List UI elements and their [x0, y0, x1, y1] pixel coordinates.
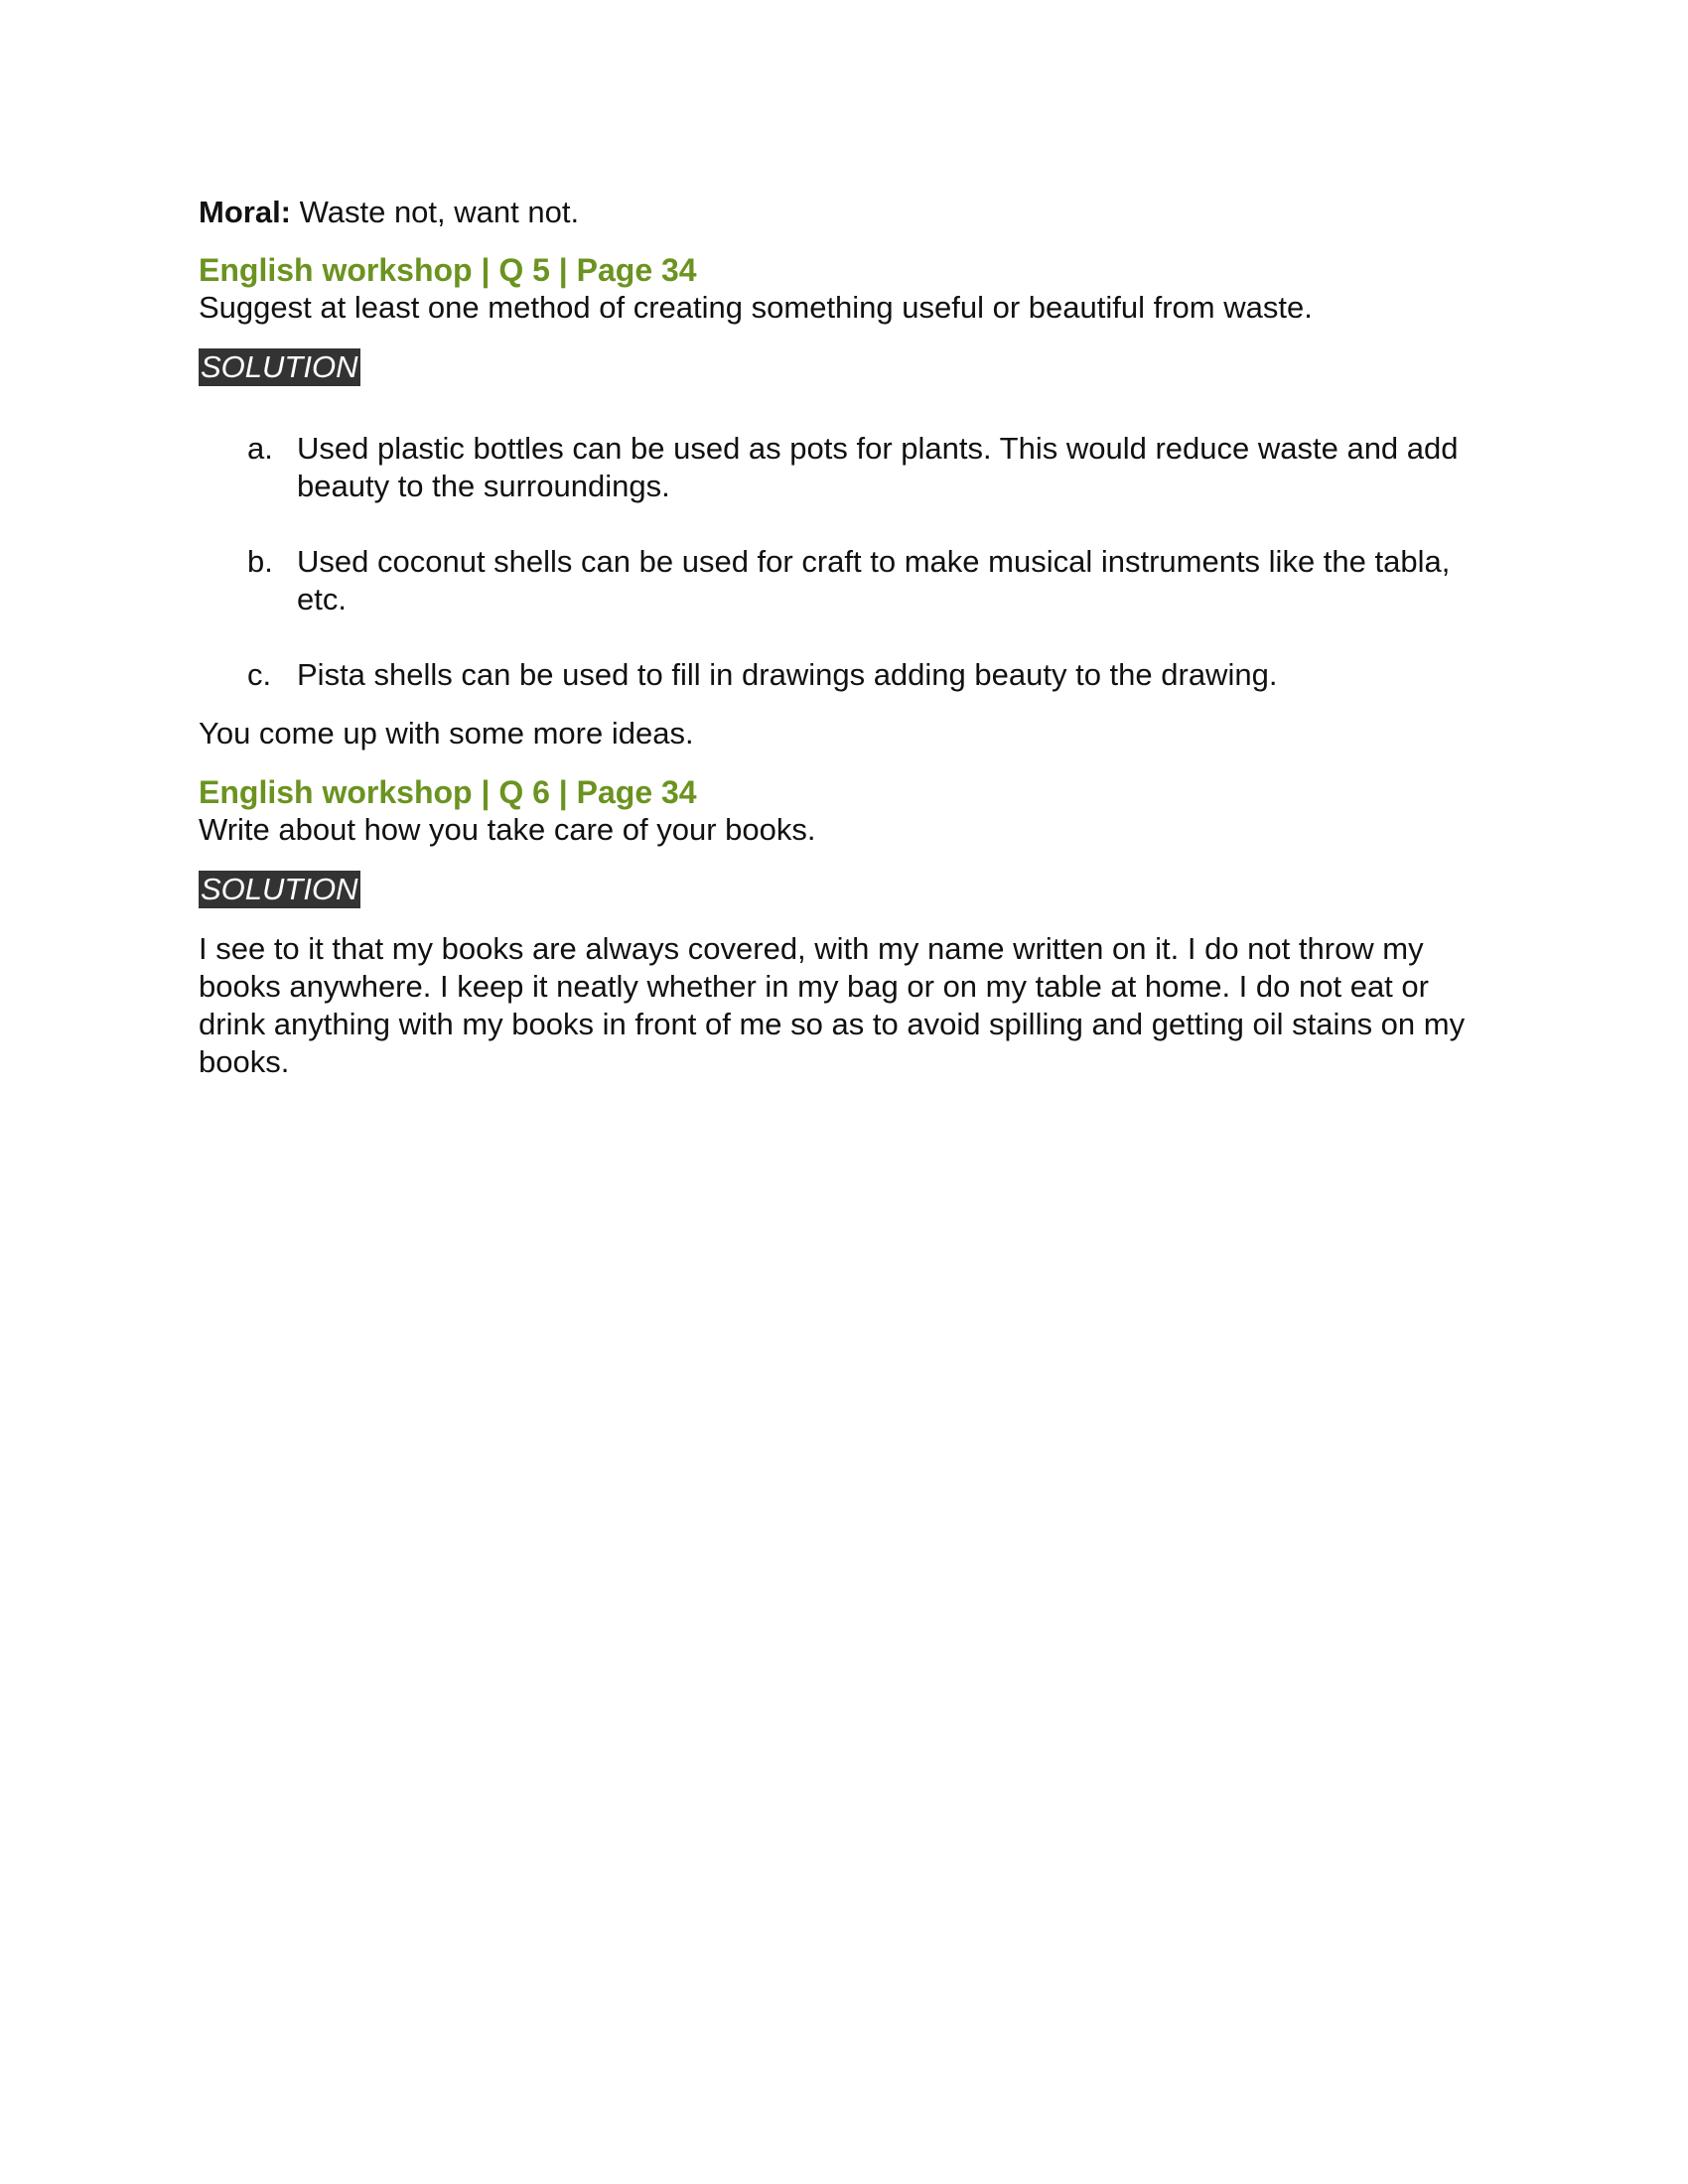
moral-label: Moral:: [199, 195, 291, 229]
q6-heading: English workshop | Q 6 | Page 34: [199, 774, 697, 810]
list-item-text: Pista shells can be used to fill in drawings adding beauty to the drawing.: [297, 657, 1278, 692]
q5-heading: English workshop | Q 5 | Page 34: [199, 252, 697, 288]
list-item: [199, 430, 1499, 505]
list-item: [199, 656, 1499, 694]
q6-question: Write about how you take care of your books.: [199, 812, 816, 847]
q5-solution-list: [199, 430, 1499, 694]
list-item: [199, 543, 1499, 618]
q6-solution-label: SOLUTION: [199, 871, 360, 908]
list-item-text: Used plastic bottles can be used as pots for plants. This would reduce waste and add beauty to the surroundings.: [297, 431, 1459, 503]
document-page: [199, 194, 1499, 1081]
list-marker: c.: [247, 657, 272, 692]
q6-answer: I see to it that my books are always covered, with my name written on it. I do not throw my books anywhere. I keep it neatly whether in my bag or on my table at home. I do not eat or drink anything with my books in front of me so as to avoid spilling and getting oil stains on my books.: [199, 931, 1466, 1079]
q5-question: Suggest at least one method of creating something useful or beautiful from waste.: [199, 290, 1313, 325]
list-marker: b.: [247, 544, 273, 579]
q5-solution-label: SOLUTION: [199, 348, 360, 386]
q5-closing: You come up with some more ideas.: [199, 716, 694, 751]
list-marker: a.: [247, 431, 273, 466]
list-item-text: Used coconut shells can be used for craft to make musical instruments like the tabla, etc.: [297, 544, 1451, 616]
moral-text: Waste not, want not.: [299, 195, 580, 229]
q6-solution-wrap: [199, 871, 1499, 908]
moral-line: [199, 194, 1499, 231]
q5-solution-wrap: [199, 348, 1499, 386]
